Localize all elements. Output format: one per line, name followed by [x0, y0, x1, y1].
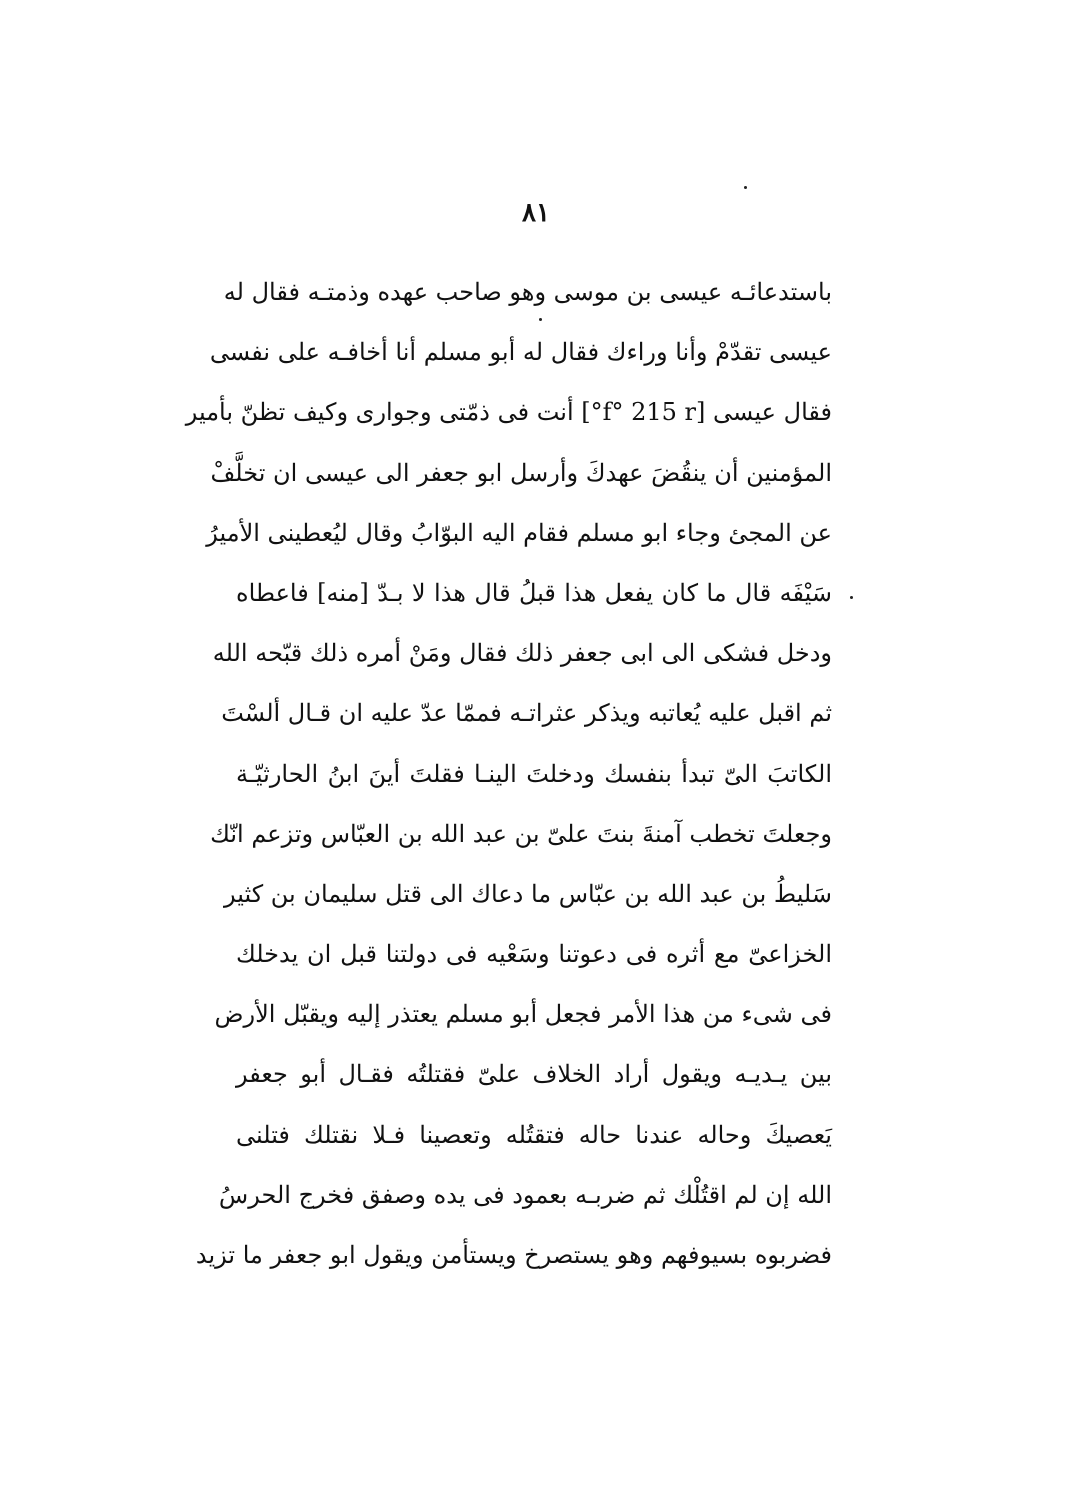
text-line: ثم اقبل عليه يُعاتبه ويذكر عثراتـه فممّا عدّ عليه ان قـال ألسْتَ	[221, 699, 832, 728]
stray-ink-mark	[744, 186, 747, 189]
text-line: ودخل فشكى الى ابى جعفر ذلك فقال ومَنْ أمره ذلك قبّحه الله	[212, 639, 832, 668]
text-line: باستدعائـه عيسى بن موسى وهو صاحب عهده وذمتـه فقال له	[223, 278, 832, 306]
text-line: سَيْفَه قال ما كان يفعل هذا قبلُ قال هذا لا بـدّ [منه] فاعطاه	[236, 578, 832, 607]
text-line: وجعلتَ تخطب آمنةَ بنتَ علىّ بن عبد الله بن العبّاس وتزعم انّك	[210, 819, 832, 848]
text-line: بين يـديـه ويقول أراد الخلاف علىّ فقتلتُه فقـال أبو جعفر	[236, 1060, 832, 1089]
text-line: الله إن لم اقتُلْك ثم ضربـه بعمود فى يده وصفق فخرج الحرسُ	[218, 1180, 832, 1209]
text-line: فضربوه بسيوفهم وهو يستصرخ ويستأمن ويقول ابو جعفر ما تزيد	[195, 1241, 832, 1269]
page-number: ٨١	[522, 198, 550, 228]
stray-ink-mark	[850, 596, 853, 599]
body-text	[185, 262, 833, 1285]
text-line: الكاتبَ الىّ تبدأ بنفسك ودخلتَ الينـا فقلتَ أينَ ابنُ الحارثيّـة	[236, 759, 832, 788]
text-line: سَليطُ بن عبد الله بن عبّاس ما دعاك الى قتل سليمان بن كثير	[223, 879, 832, 908]
text-line: يَعصيكَ وحاله عندنا حاله فتقتُله وتعصينا فـلا نقتلك فتلنى	[236, 1120, 832, 1149]
text-line: عيسى تقدّمْ وأنا وراءك فقال له أبو مسلم أنا أخافـه على نفسى	[209, 338, 832, 367]
text-line: عن المجئ وجاء ابو مسلم فقام اليه البوّابُ وقال ليُعطينى الأميرُ	[206, 518, 832, 547]
text-line: فى شىء من هذا الأمر فجعل أبو مسلم يعتذر إليه ويقبّل الأرض	[214, 1000, 832, 1029]
text-line: فقال عيسى [f° 215 r°] أنت فى ذمّتى وجوارى وكيف تظنّ بأمير	[185, 398, 832, 427]
text-line: المؤمنين أن ينقُضَ عهدكَ وأرسل ابو جعفر الى عيسى ان تخلَّفْ	[210, 458, 832, 487]
text-line: الخزاعىّ مع أثره فى دعوتنا وسَعْيه فى دولتنا قبل ان يدخلك	[236, 940, 833, 969]
